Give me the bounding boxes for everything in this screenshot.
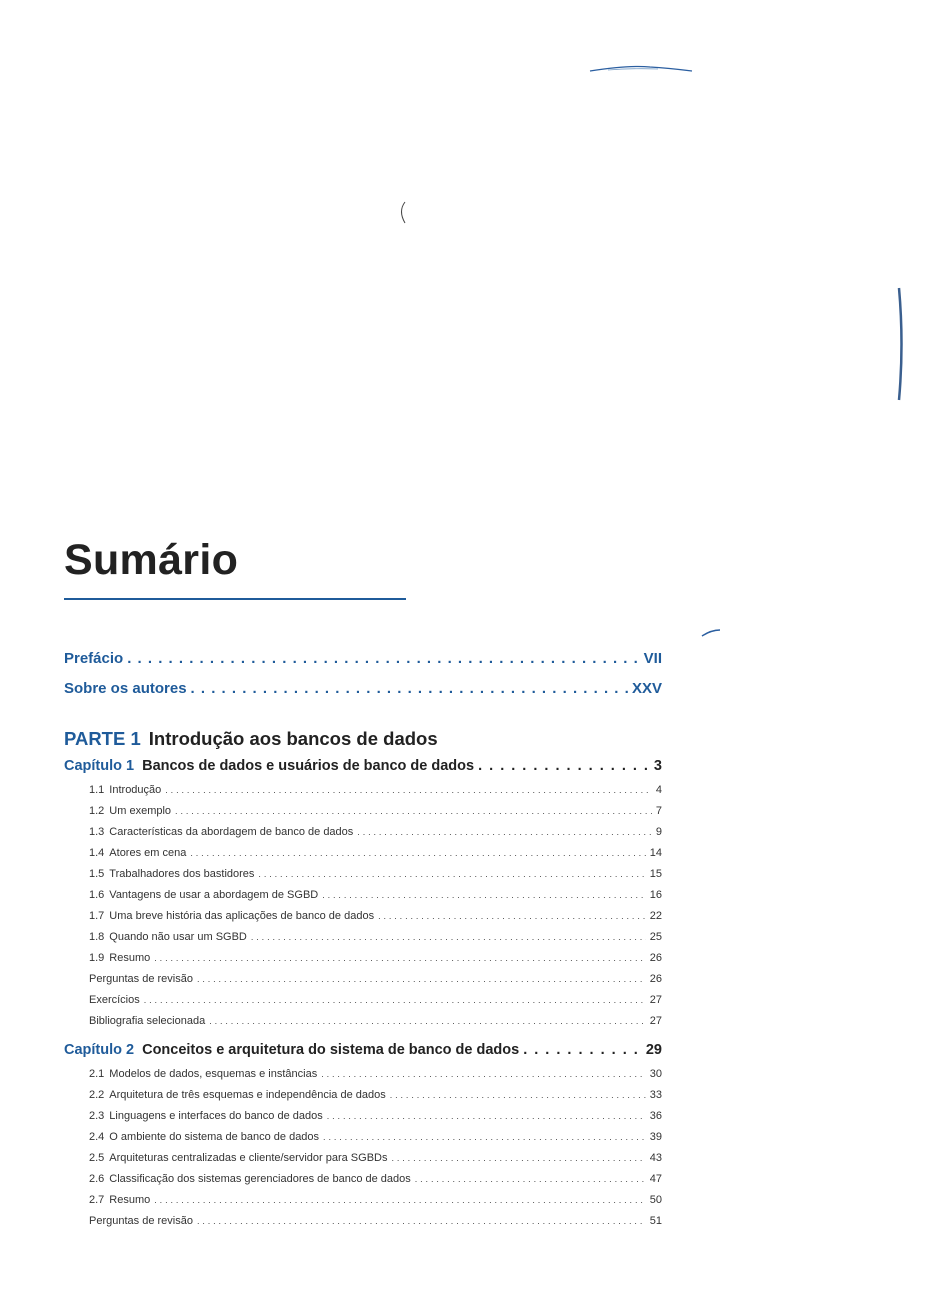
entry-number: 1.8 — [89, 931, 105, 943]
dot-leader — [327, 1111, 646, 1121]
toc-entry[interactable] — [64, 1110, 662, 1131]
toc-entry[interactable] — [64, 931, 662, 952]
toc-entry[interactable] — [64, 1068, 662, 1089]
toc-entry[interactable] — [64, 973, 662, 994]
entry-label: Arquiteturas centralizadas e cliente/servidor para SGBDs — [109, 1152, 388, 1164]
toc-entry[interactable] — [64, 826, 662, 847]
dot-leader — [197, 1216, 646, 1226]
toc-label: Prefácio — [64, 650, 124, 667]
toc-page: 15 — [649, 868, 662, 880]
entry-label: Perguntas de revisão — [89, 1215, 193, 1227]
entry-number: 2.7 — [89, 1194, 105, 1206]
toc-page: 26 — [649, 973, 662, 985]
entry-label: Quando não usar um SGBD — [109, 931, 247, 943]
entry-number: 2.5 — [89, 1152, 105, 1164]
chapter-number: Capítulo 2 — [64, 1042, 135, 1058]
toc-page: 16 — [649, 889, 662, 901]
dot-leader — [144, 995, 646, 1005]
entry-number: 2.4 — [89, 1131, 105, 1143]
toc-entry[interactable] — [64, 1152, 662, 1173]
dot-leader — [258, 869, 645, 879]
entry-number: 1.6 — [89, 889, 105, 901]
entry-label: Características da abordagem de banco de dados — [109, 826, 354, 838]
entry-label: Modelos de dados, esquemas e instâncias — [109, 1068, 318, 1080]
toc-about-authors[interactable] — [64, 680, 662, 710]
part-title: Introdução aos bancos de dados — [148, 728, 438, 749]
toc-chapter-1[interactable] — [64, 758, 662, 784]
toc-entry[interactable] — [64, 1194, 662, 1215]
toc-page: 26 — [649, 952, 662, 964]
toc-entry[interactable] — [64, 1131, 662, 1152]
dot-leader — [154, 1195, 645, 1205]
toc-page: 14 — [649, 847, 662, 859]
dot-leader — [251, 932, 646, 942]
toc-entry[interactable] — [64, 784, 662, 805]
entry-label: Vantagens de usar a abordagem de SGBD — [109, 889, 319, 901]
toc-entry[interactable] — [64, 805, 662, 826]
entry-number: 2.1 — [89, 1068, 105, 1080]
toc-page: 30 — [649, 1068, 662, 1080]
toc-page: 33 — [649, 1089, 662, 1101]
toc-page: 27 — [649, 1015, 662, 1027]
toc-page: 27 — [649, 994, 662, 1006]
scan-mark-top — [588, 62, 696, 76]
dot-leader — [478, 758, 650, 774]
entry-label: Resumo — [109, 952, 151, 964]
toc-entry[interactable] — [64, 1089, 662, 1110]
dot-leader — [322, 890, 646, 900]
dot-leader — [415, 1174, 646, 1184]
entry-label: Resumo — [109, 1194, 151, 1206]
dot-leader — [523, 1042, 642, 1058]
chapter-title: Conceitos e arquitetura do sistema de banco de dados — [142, 1042, 520, 1058]
dot-leader — [190, 848, 645, 858]
dot-leader — [391, 1153, 645, 1163]
dot-leader — [165, 785, 652, 795]
dot-leader — [209, 1016, 646, 1026]
entry-number: 1.7 — [89, 910, 105, 922]
entry-label: Um exemplo — [109, 805, 172, 817]
toc-page: 51 — [649, 1215, 662, 1227]
entry-number: 2.6 — [89, 1173, 105, 1185]
entry-number: 1.1 — [89, 784, 105, 796]
entry-label: Introdução — [109, 784, 162, 796]
page-title: Sumário — [64, 536, 239, 584]
entry-number: 1.4 — [89, 847, 105, 859]
entry-label: Trabalhadores dos bastidores — [109, 868, 255, 880]
toc-page: 7 — [655, 805, 662, 817]
dot-leader — [191, 680, 628, 697]
entry-number: 1.3 — [89, 826, 105, 838]
entry-number: 2.3 — [89, 1110, 105, 1122]
dot-leader — [175, 806, 652, 816]
scan-mark-right — [893, 286, 907, 402]
chapter-number: Capítulo 1 — [64, 758, 135, 774]
toc-entry[interactable] — [64, 1173, 662, 1194]
dot-leader — [357, 827, 652, 837]
entry-label: Arquitetura de três esquemas e independência de dados — [109, 1089, 386, 1101]
toc-page: 39 — [649, 1131, 662, 1143]
entry-number: 1.9 — [89, 952, 105, 964]
dot-leader — [127, 650, 639, 667]
title-underline — [64, 598, 406, 600]
toc-entry[interactable] — [64, 994, 662, 1015]
dot-leader — [323, 1132, 646, 1142]
toc-page: 22 — [649, 910, 662, 922]
toc-page: 25 — [649, 931, 662, 943]
entry-label: Bibliografia selecionada — [89, 1015, 206, 1027]
dot-leader — [197, 974, 646, 984]
toc-entry[interactable] — [64, 1015, 662, 1036]
toc-entry[interactable] — [64, 847, 662, 868]
toc-entry[interactable] — [64, 1215, 662, 1236]
dot-leader — [378, 911, 646, 921]
toc-entry[interactable] — [64, 889, 662, 910]
toc-page: 43 — [649, 1152, 662, 1164]
entry-label: Atores em cena — [109, 847, 187, 859]
toc-page: 29 — [645, 1042, 662, 1058]
toc-page: 4 — [655, 784, 662, 796]
toc-chapter-2[interactable] — [64, 1042, 662, 1068]
entry-label: Perguntas de revisão — [89, 973, 193, 985]
part-number: PARTE 1 — [64, 728, 141, 749]
toc-page: 50 — [649, 1194, 662, 1206]
toc-page: 3 — [653, 758, 662, 774]
toc-preface[interactable] — [64, 650, 662, 680]
toc-page: VII — [643, 650, 662, 667]
toc-page: XXV — [631, 680, 662, 697]
toc-page: 36 — [649, 1110, 662, 1122]
toc-entry[interactable] — [64, 910, 662, 931]
scan-mark-middle — [396, 200, 410, 226]
entry-label: Linguagens e interfaces do banco de dados — [109, 1110, 323, 1122]
chapter-title: Bancos de dados e usuários de banco de dados — [142, 758, 475, 774]
toc-entry[interactable] — [64, 868, 662, 889]
entry-number: 1.2 — [89, 805, 105, 817]
entry-label: Uma breve história das aplicações de banco de dados — [109, 910, 375, 922]
toc-label: Sobre os autores — [64, 680, 187, 697]
entry-number: 1.5 — [89, 868, 105, 880]
dot-leader — [390, 1090, 646, 1100]
scan-mark-small — [700, 627, 722, 639]
entry-number: 2.2 — [89, 1089, 105, 1101]
entry-label: Exercícios — [89, 994, 140, 1006]
dot-leader — [321, 1069, 646, 1079]
dot-leader — [154, 953, 645, 963]
entry-label: Classificação dos sistemas gerenciadores de banco de dados — [109, 1173, 411, 1185]
table-of-contents — [64, 650, 662, 1236]
toc-page: 9 — [655, 826, 662, 838]
part-heading — [64, 728, 662, 756]
toc-entry[interactable] — [64, 952, 662, 973]
entry-label: O ambiente do sistema de banco de dados — [109, 1131, 320, 1143]
toc-page: 47 — [649, 1173, 662, 1185]
